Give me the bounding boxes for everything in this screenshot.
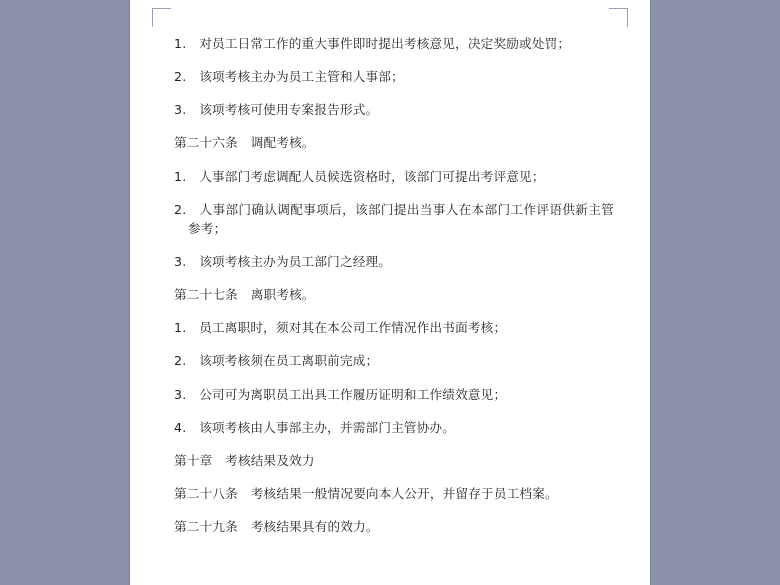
list-item: 1. 人事部门考虑调配人员候选资格时，该部门可提出考评意见； [174, 168, 545, 184]
page-content [130, 0, 650, 550]
article-heading: 第二十八条 考核结果一般情况要向本人公开，并留存于员工档案。 [174, 485, 558, 501]
list-item: 2. 该项考核须在员工离职前完成； [174, 353, 379, 369]
list-item: 3. 该项考核主办为员工部门之经理。 [174, 253, 392, 269]
document-page [130, 0, 650, 585]
article-heading: 第二十六条 调配考核。 [174, 135, 315, 151]
list-item: 3. 公司可为离职员工出具工作履历证明和工作绩效意见； [174, 386, 507, 402]
article-heading: 第二十九条 考核结果具有的效力。 [174, 519, 379, 535]
list-item: 3. 该项考核可使用专案报告形式。 [174, 102, 379, 118]
list-item: 4. 该项考核由人事部主办，并需部门主管协办。 [174, 419, 456, 435]
list-item: 2. 人事部门确认调配事项后，该部门提出当事人在本部门工作评语供新主管参考； [174, 201, 614, 236]
list-item: 1. 员工离职时，须对其在本公司工作情况作出书面考核； [174, 320, 507, 336]
list-item: 1. 对员工日常工作的重大事件即时提出考核意见，决定奖励或处罚； [174, 36, 571, 51]
list-item: 2. 该项考核主办为员工主管和人事部； [174, 69, 404, 85]
article-heading: 第二十七条 离职考核。 [174, 287, 315, 303]
chapter-heading: 第十章 考核结果及效力 [174, 452, 315, 468]
